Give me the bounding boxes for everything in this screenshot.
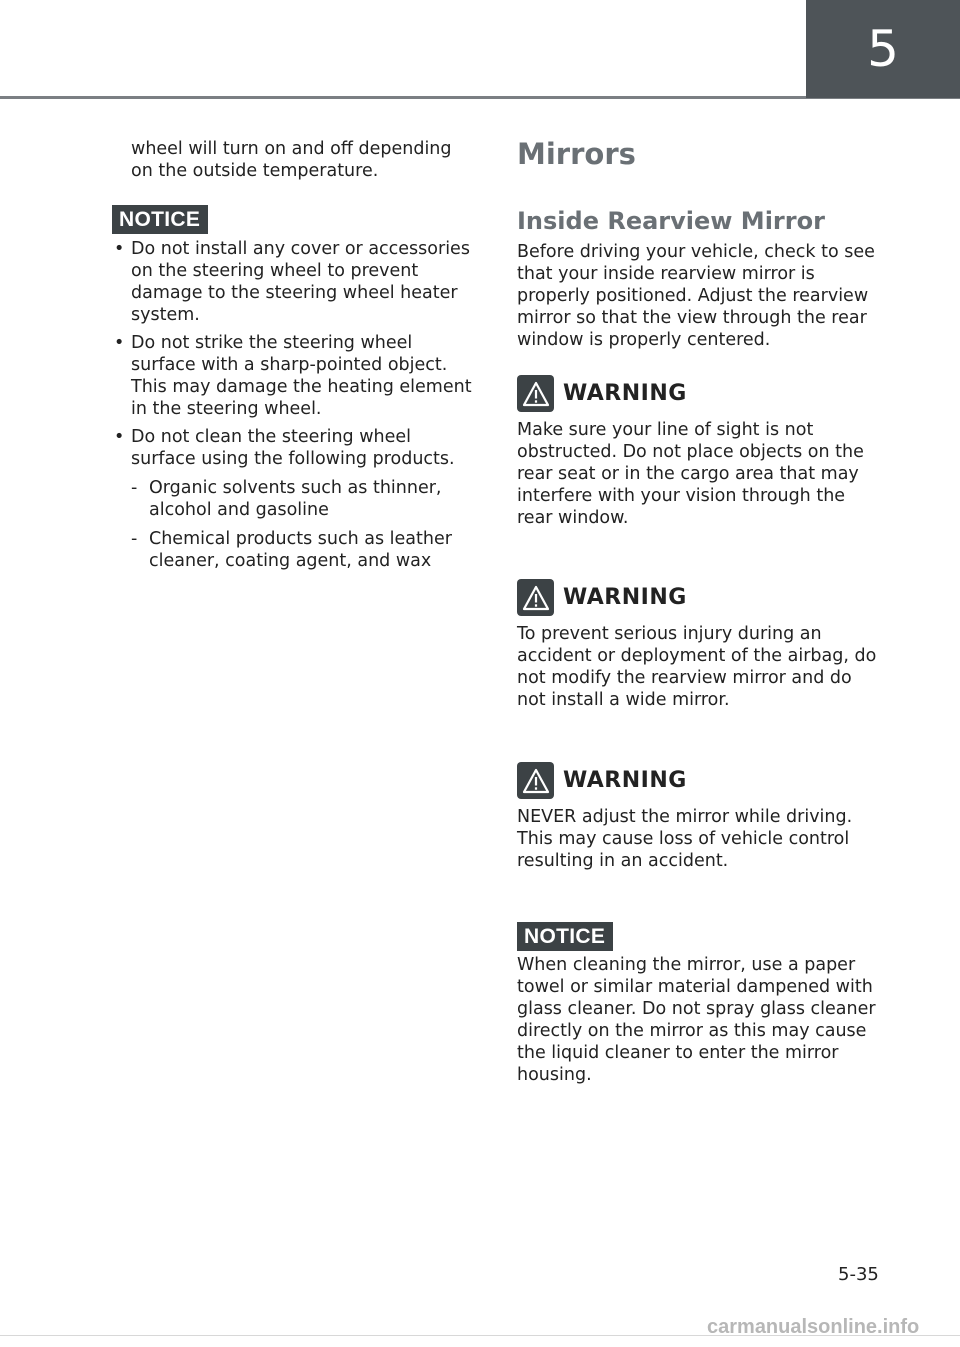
list-item bbox=[112, 426, 472, 572]
bullet-text: Do not clean the steering wheel surface using the following products. bbox=[131, 427, 455, 469]
dash-marker: - bbox=[131, 529, 138, 549]
warning-triangle-icon bbox=[517, 762, 554, 799]
notice-text: When cleaning the mirror, use a paper towel or similar material dampened with glass cleaner. Do not spray glass cleaner directly on the mirror as this may cause the liquid cleaner to enter the mirror housing. bbox=[517, 955, 876, 1085]
watermark: carmanualsonline.info bbox=[707, 1316, 920, 1338]
subsection-title: Inside Rearview Mirror bbox=[517, 207, 825, 235]
section-title: Mirrors bbox=[517, 137, 636, 171]
notice-block bbox=[517, 922, 879, 1086]
chapter-number: 5 bbox=[867, 20, 899, 78]
continued-paragraph: wheel will turn on and off depending on the outside temperature. bbox=[131, 139, 452, 181]
bullet-text: Do not strike the steering wheel surface with a sharp-pointed object. This may damage the heating element in the steering wheel. bbox=[131, 333, 472, 419]
sub-item-text: Organic solvents such as thinner, alcohol and gasoline bbox=[149, 478, 442, 520]
warning-triangle-icon bbox=[517, 375, 554, 412]
bullet-dot: • bbox=[114, 333, 125, 353]
warning-block bbox=[517, 579, 879, 711]
warning-title: WARNING bbox=[563, 768, 687, 793]
sub-list-item bbox=[131, 528, 472, 572]
list-item bbox=[112, 238, 472, 326]
notice-bullet-list bbox=[112, 238, 472, 572]
warning-block bbox=[517, 762, 879, 872]
sub-list bbox=[131, 477, 472, 572]
chapter-tab bbox=[806, 0, 960, 98]
warning-triangle-icon bbox=[517, 579, 554, 616]
sub-list-item bbox=[131, 477, 472, 521]
warning-text: Make sure your line of sight is not obstructed. Do not place objects on the rear seat or in the cargo area that may interfere with your vision through the rear window. bbox=[517, 420, 864, 528]
notice-badge: NOTICE bbox=[517, 922, 613, 951]
page-number: 5-35 bbox=[838, 1264, 879, 1285]
left-column bbox=[112, 138, 472, 579]
bullet-dot: • bbox=[114, 427, 125, 447]
warning-block bbox=[517, 375, 879, 529]
warning-title: WARNING bbox=[563, 381, 687, 406]
intro-paragraph: Before driving your vehicle, check to see that your inside rearview mirror is properly positioned. Adjust the rearview mirror so that the view through the rear window is properly centered. bbox=[517, 242, 875, 350]
sub-item-text: Chemical products such as leather cleaner, coating agent, and wax bbox=[149, 529, 452, 571]
list-item bbox=[112, 332, 472, 420]
bullet-text: Do not install any cover or accessories on the steering wheel to prevent damage to the steering wheel heater system. bbox=[131, 239, 470, 325]
warning-title: WARNING bbox=[563, 585, 687, 610]
dash-marker: - bbox=[131, 478, 138, 498]
warning-text: To prevent serious injury during an accident or deployment of the airbag, do not modify the rearview mirror and do not install a wide mirror. bbox=[517, 624, 877, 710]
right-column bbox=[517, 136, 879, 1086]
warning-text: NEVER adjust the mirror while driving. This may cause loss of vehicle control resulting in an accident. bbox=[517, 807, 853, 871]
bullet-dot: • bbox=[114, 239, 125, 259]
notice-badge: NOTICE bbox=[112, 205, 208, 234]
